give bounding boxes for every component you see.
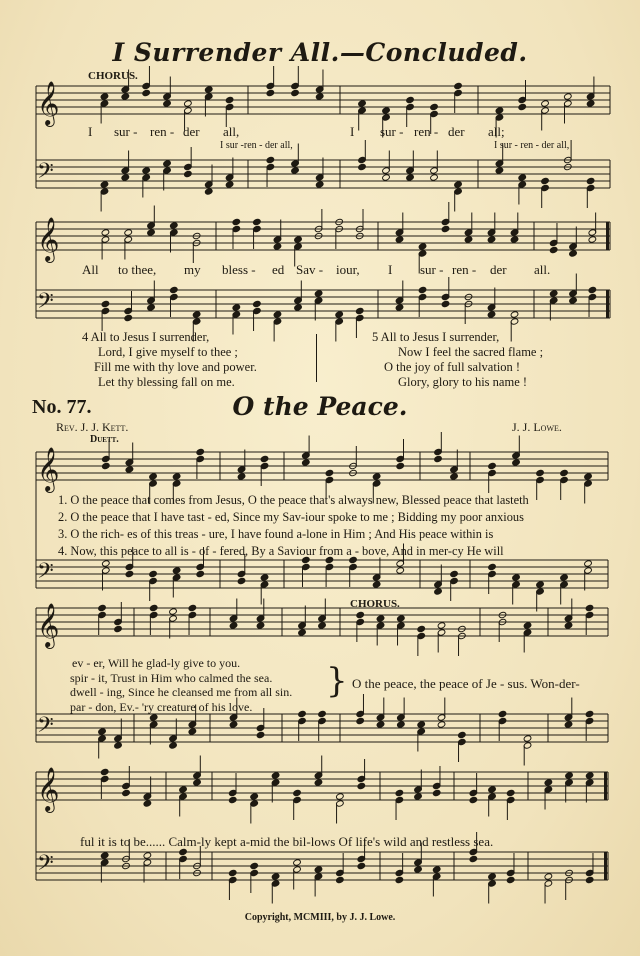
notehead: [569, 250, 578, 257]
notehead: [584, 560, 593, 567]
stanza-5: [372, 330, 543, 390]
notehead: [163, 160, 172, 167]
notehead: [266, 156, 275, 163]
notehead: [315, 181, 324, 188]
bass-clef-icon: 𝄢: [37, 159, 54, 189]
final-bar: [604, 772, 607, 800]
notehead: [315, 93, 324, 100]
notehead: [336, 793, 345, 800]
notehead: [510, 311, 519, 318]
lyric: sur -: [114, 124, 138, 139]
notehead: [395, 236, 404, 243]
lyric: der: [183, 124, 200, 139]
notehead: [169, 608, 178, 615]
notehead: [585, 876, 594, 883]
notehead: [196, 448, 205, 455]
final-bar: [604, 852, 607, 880]
notehead: [188, 728, 197, 735]
treble-clef-icon: 𝄞: [37, 603, 60, 647]
notehead: [229, 721, 238, 728]
notehead: [291, 89, 300, 96]
notehead: [418, 243, 427, 250]
lyric: I: [388, 262, 393, 277]
lyric: I: [350, 124, 355, 139]
notehead: [488, 462, 497, 469]
stanza-line: O the joy of full salvation !: [384, 360, 521, 374]
notehead: [488, 563, 497, 570]
notehead: [335, 311, 344, 318]
verse-block: [58, 492, 529, 560]
notehead: [544, 779, 553, 786]
bass-lyric: I sur - ren - der all,: [494, 140, 570, 151]
notehead: [149, 714, 158, 721]
verse-line: 3. O the rich- es of this treas - ure, I have found a-lone in Him ; And His peace within is: [58, 527, 494, 541]
notehead: [376, 615, 385, 622]
notehead: [125, 570, 134, 577]
verse-line: 1. O the peace that comes from Jesus, O the peace that's always new, Blessed peace that lasteth: [58, 493, 529, 507]
notehead: [536, 469, 545, 476]
notehead: [237, 577, 246, 584]
stanza-line: 5 All to Jesus I surrender,: [372, 330, 500, 344]
notehead: [518, 174, 527, 181]
notehead: [518, 103, 527, 110]
treble-clef-icon: 𝄞: [37, 447, 60, 491]
notehead: [100, 181, 109, 188]
notehead: [204, 86, 213, 93]
lyric: all,: [223, 124, 240, 139]
notehead: [397, 615, 406, 622]
notehead: [541, 177, 550, 184]
notehead: [98, 728, 107, 735]
notehead: [488, 873, 497, 880]
treble-clef-icon: 𝄞: [37, 217, 60, 261]
composer: J. J. Lowe.: [512, 420, 562, 434]
lyric: to thee,: [118, 262, 157, 277]
notehead: [318, 622, 327, 629]
notehead: [172, 567, 181, 574]
notehead: [204, 188, 213, 195]
notehead: [225, 181, 234, 188]
lyric: I: [88, 124, 93, 139]
lyric: der: [490, 262, 507, 277]
notehead: [121, 93, 130, 100]
notehead: [549, 246, 558, 253]
bass-clef-icon: 𝄢: [37, 559, 54, 589]
lyric: all;: [488, 124, 505, 139]
notehead: [271, 772, 280, 779]
notehead: [237, 473, 246, 480]
notehead: [298, 629, 307, 636]
notehead: [125, 466, 134, 473]
notehead: [541, 100, 550, 107]
notehead: [469, 855, 478, 862]
final-bar: [606, 290, 609, 318]
notehead: [358, 163, 367, 170]
notehead: [192, 311, 201, 318]
notehead: [564, 622, 573, 629]
notehead: [560, 469, 569, 476]
notehead: [100, 93, 109, 100]
notehead: [336, 876, 345, 883]
treble-clef-icon: 𝄞: [37, 767, 60, 811]
notehead: [396, 567, 405, 574]
notehead: [544, 873, 553, 880]
notehead: [585, 710, 594, 717]
hymn-title: O the Peace.: [232, 392, 408, 421]
notehead: [188, 604, 197, 611]
notehead: [143, 800, 152, 807]
notehead: [586, 100, 595, 107]
notehead: [417, 625, 426, 632]
notehead: [396, 462, 405, 469]
notehead: [225, 96, 234, 103]
notehead: [169, 742, 178, 749]
notehead: [495, 107, 504, 114]
lyric: ed: [272, 262, 285, 277]
notehead: [101, 229, 110, 236]
notehead: [142, 89, 151, 96]
notehead: [253, 300, 262, 307]
stanza-line: Glory, glory to his name !: [398, 375, 528, 389]
notehead: [318, 710, 327, 717]
notehead: [395, 304, 404, 311]
verse-line: par - don, Ev.- 'ry creature of his love.: [70, 699, 253, 714]
notehead: [469, 796, 478, 803]
lyric: Sav -: [296, 262, 324, 277]
notehead: [432, 866, 441, 873]
notehead: [450, 570, 459, 577]
notehead: [560, 574, 569, 581]
notehead: [314, 290, 323, 297]
notehead: [172, 473, 181, 480]
notehead: [414, 793, 423, 800]
notehead: [523, 622, 532, 629]
notehead: [121, 174, 130, 181]
notehead: [266, 89, 275, 96]
notehead: [293, 789, 302, 796]
lyric: der: [448, 124, 465, 139]
notehead: [487, 236, 496, 243]
notehead: [588, 236, 597, 243]
notehead: [376, 721, 385, 728]
notehead: [417, 721, 426, 728]
stanza-line: Now I feel the sacred flame ;: [398, 345, 544, 359]
notehead: [382, 174, 391, 181]
notehead: [293, 859, 302, 866]
notehead: [143, 852, 152, 859]
notehead: [569, 297, 578, 304]
notehead: [454, 181, 463, 188]
notehead: [441, 300, 450, 307]
notehead: [250, 862, 259, 869]
notehead: [523, 735, 532, 742]
lyric: bless -: [222, 262, 256, 277]
notehead: [114, 742, 123, 749]
notehead: [102, 462, 111, 469]
notehead: [291, 167, 300, 174]
notehead: [406, 96, 415, 103]
notehead: [170, 286, 179, 293]
notehead: [114, 625, 123, 632]
notehead: [98, 604, 107, 611]
notehead: [273, 243, 282, 250]
notehead: [564, 93, 573, 100]
notehead: [495, 167, 504, 174]
notehead: [100, 768, 109, 775]
hymn-number: No. 77.: [32, 396, 92, 418]
brace: }: [326, 661, 348, 701]
notehead: [437, 622, 446, 629]
bass-clef-icon: 𝄢: [37, 289, 54, 319]
notehead: [498, 710, 507, 717]
notehead: [372, 473, 381, 480]
final-bar: [606, 222, 609, 250]
notehead: [232, 218, 241, 225]
notehead: [510, 236, 519, 243]
notehead: [506, 876, 515, 883]
notehead: [512, 574, 521, 581]
notehead: [260, 574, 269, 581]
notehead: [434, 455, 443, 462]
notehead: [184, 170, 193, 177]
notehead: [124, 314, 133, 321]
treble-clef-icon: 𝄞: [37, 81, 60, 125]
notehead: [584, 473, 593, 480]
lyric: sur -: [380, 124, 404, 139]
lyric: all.: [534, 262, 551, 277]
lyric: ren -: [414, 124, 439, 139]
notehead: [298, 710, 307, 717]
notehead: [122, 789, 131, 796]
notehead: [102, 560, 111, 567]
notehead: [397, 721, 406, 728]
verse-line: spir - it, Trust in Him who calmed the sea.: [70, 670, 273, 685]
notehead: [585, 604, 594, 611]
notehead: [314, 779, 323, 786]
lyric: sur -: [420, 262, 444, 277]
notehead: [588, 286, 597, 293]
notehead: [437, 721, 446, 728]
notehead: [149, 473, 158, 480]
notehead: [418, 286, 427, 293]
notehead: [549, 290, 558, 297]
notehead: [585, 772, 594, 779]
notehead: [488, 786, 497, 793]
notehead: [260, 455, 269, 462]
author: Rev. J. J. Kett.: [56, 420, 129, 434]
notehead: [250, 793, 259, 800]
notehead: [271, 873, 280, 880]
notehead: [302, 459, 311, 466]
notehead: [142, 167, 151, 174]
notehead: [454, 82, 463, 89]
notehead: [228, 796, 237, 803]
notehead: [406, 174, 415, 181]
notehead: [294, 304, 303, 311]
notehead: [458, 731, 467, 738]
notehead: [163, 100, 172, 107]
notehead: [193, 779, 202, 786]
notehead: [253, 218, 262, 225]
bass-lyric: I sur -ren - der all,: [220, 140, 293, 151]
notehead: [273, 311, 282, 318]
verse-line: ev - er, Will he glad-ly give to you.: [72, 656, 241, 670]
stanza-line: Let thy blessing fall on me.: [98, 375, 235, 389]
notehead: [124, 229, 133, 236]
notehead: [464, 236, 473, 243]
notehead: [434, 588, 443, 595]
bass-clef-icon: 𝄢: [37, 713, 54, 743]
verse-line: dwell - ing, Since he cleansed me from all sin.: [70, 685, 293, 699]
bass-clef-icon: 𝄢: [37, 851, 54, 881]
notehead: [395, 789, 404, 796]
lyric: ren -: [452, 262, 477, 277]
notehead: [149, 604, 158, 611]
verse-line: 2. O the peace that I have tast - ed, Since my Sav-iour spoke to me ; Bidding my poor anxious: [58, 510, 524, 524]
notehead: [358, 100, 367, 107]
notehead: [506, 789, 515, 796]
notehead: [414, 866, 423, 873]
duett-label: Duett.: [90, 434, 119, 445]
notehead: [356, 717, 365, 724]
hymn-title: I Surrender All.—Concluded.: [112, 38, 528, 67]
notehead: [372, 581, 381, 588]
notehead: [536, 581, 545, 588]
notehead: [441, 225, 450, 232]
notehead: [512, 459, 521, 466]
notehead: [256, 731, 265, 738]
stanza-line: Lord, I give myself to thee ;: [98, 345, 238, 359]
notehead: [430, 174, 439, 181]
chorus-label: CHORUS.: [350, 598, 400, 610]
notehead: [564, 721, 573, 728]
notehead: [294, 236, 303, 243]
notehead: [101, 300, 110, 307]
lyric: iour,: [336, 262, 360, 277]
stanza-line: 4 All to Jesus I surrender,: [82, 330, 210, 344]
lyric: my: [184, 262, 201, 277]
notehead: [196, 570, 205, 577]
stanza-divider: [316, 334, 317, 382]
lyric: All: [82, 262, 99, 277]
verse-endings: [70, 656, 292, 714]
notehead: [147, 229, 156, 236]
chorus-lyric: O the peace, the peace of Je - sus. Won-der-: [352, 676, 580, 691]
notehead: [232, 304, 241, 311]
notehead: [432, 789, 441, 796]
notehead: [356, 611, 365, 618]
notehead: [487, 311, 496, 318]
notehead: [170, 222, 179, 229]
notehead: [149, 570, 158, 577]
notehead: [565, 772, 574, 779]
chorus-lyric: ful it is to be...... Calm-ly kept a-mid the bil-lows Of life's wild and restless sea.: [80, 834, 494, 849]
notehead: [100, 852, 109, 859]
notehead: [228, 869, 237, 876]
notehead: [450, 473, 459, 480]
notehead: [357, 782, 366, 789]
notehead: [256, 622, 265, 629]
notehead: [382, 107, 391, 114]
chorus-label: CHORUS.: [88, 70, 138, 82]
notehead: [325, 469, 334, 476]
notehead: [314, 866, 323, 873]
notehead: [355, 307, 364, 314]
notehead: [179, 786, 188, 793]
stanza-4: [82, 330, 257, 390]
notehead: [184, 100, 193, 107]
notehead: [430, 103, 439, 110]
verse-line: 4. Now, this peace to all is - of - fered, By a Saviour from a - bove, And in mer-cy He will: [58, 544, 504, 558]
notehead: [229, 622, 238, 629]
notehead: [357, 862, 366, 869]
copyright: Copyright, MCMIII, by J. J. Lowe.: [244, 912, 396, 923]
notehead: [147, 304, 156, 311]
stanza-line: Fill me with thy love and power.: [94, 360, 257, 374]
notehead: [395, 876, 404, 883]
lyric: ren -: [150, 124, 175, 139]
notehead: [586, 177, 595, 184]
